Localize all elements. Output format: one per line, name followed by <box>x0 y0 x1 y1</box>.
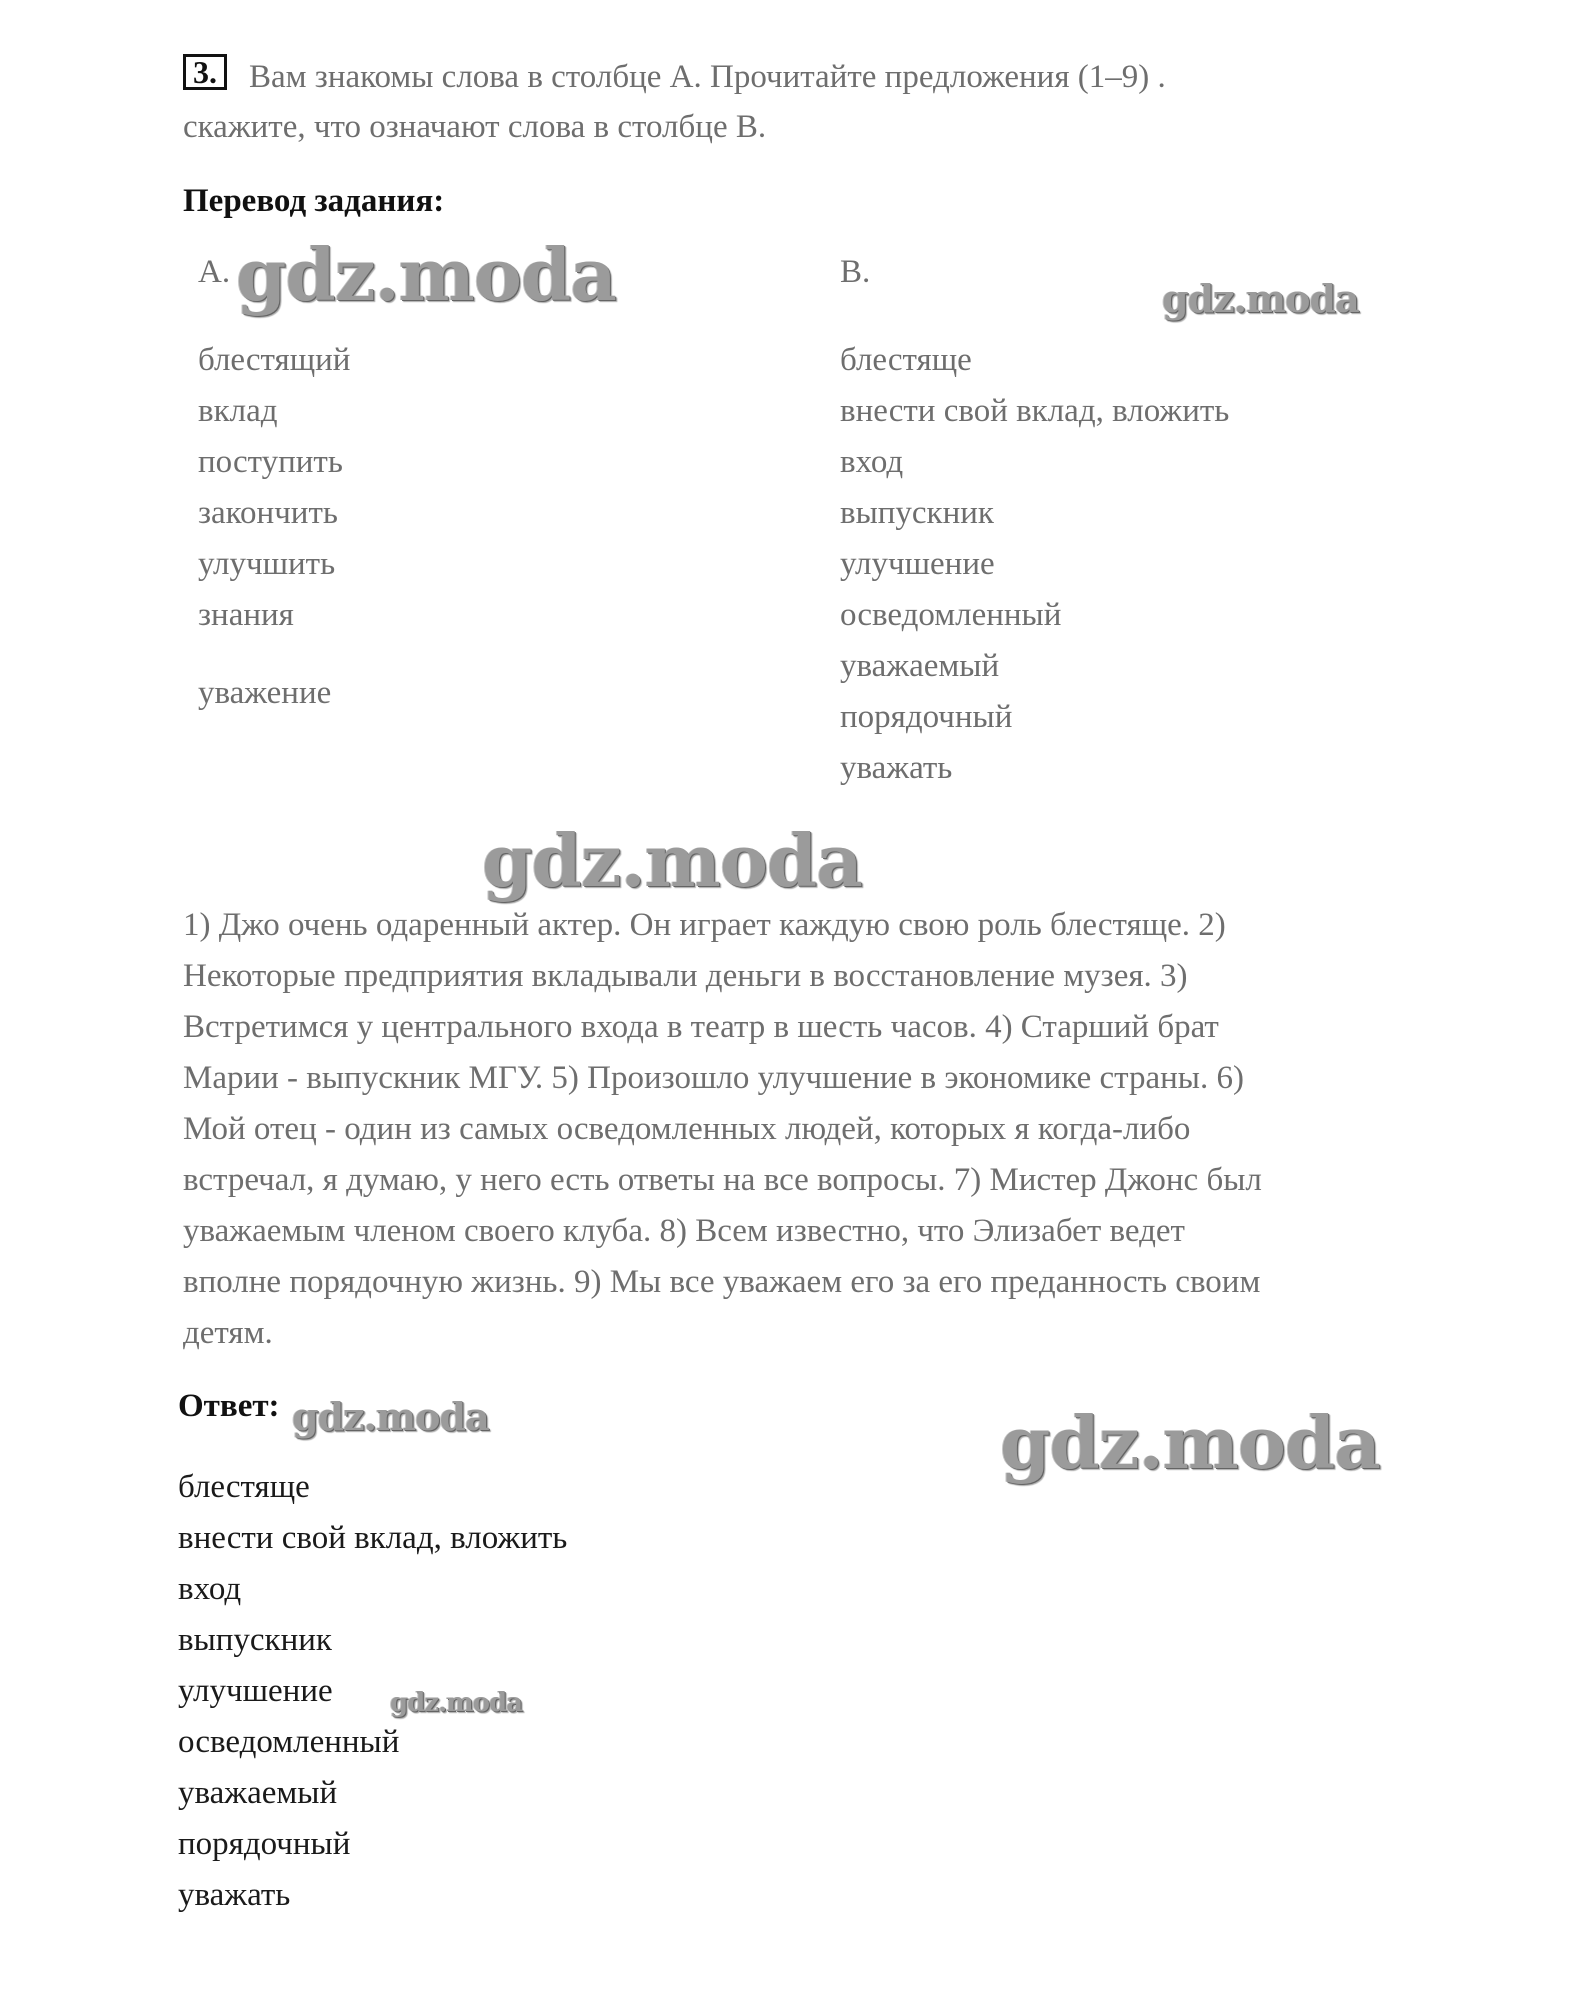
column-b-label: В. <box>840 254 871 290</box>
column-a-word: вклад <box>198 393 278 429</box>
sentence-line: вполне порядочную жизнь. 9) Мы все уважаем его за его преданность своим <box>183 1264 1261 1300</box>
column-b-word: уважать <box>840 750 953 786</box>
watermark: gdz.moda <box>236 232 616 317</box>
sentence-line: детям. <box>183 1315 273 1351</box>
column-a-word: улучшить <box>198 546 336 582</box>
watermark: gdz.moda <box>1162 276 1359 321</box>
column-a-word: знания <box>198 597 294 633</box>
sentence-line: Встретимся у центрального входа в театр в шесть часов. 4) Старший брат <box>183 1009 1219 1045</box>
column-a-word: уважение <box>198 675 332 711</box>
sentence-line: 1) Джо очень одаренный актер. Он играет каждую свою роль блестяще. 2) <box>183 907 1226 943</box>
column-b-word: осведомленный <box>840 597 1062 633</box>
answer-word: выпускник <box>178 1622 332 1658</box>
column-a-word: закончить <box>198 495 338 531</box>
column-b-word: уважаемый <box>840 648 1000 684</box>
answer-word: внести свой вклад, вложить <box>178 1520 568 1556</box>
sentences-paragraph <box>183 900 1473 1359</box>
answer-word: улучшение <box>178 1673 333 1709</box>
column-b-word: внести свой вклад, вложить <box>840 393 1230 429</box>
translation-heading: Перевод задания: <box>183 183 445 219</box>
task-instruction <box>183 52 1483 152</box>
column-a-label: А. <box>198 254 231 290</box>
watermark: gdz.moda <box>482 818 862 903</box>
sentence-line: встречал, я думаю, у него есть ответы на все вопросы. 7) Мистер Джонс был <box>183 1162 1262 1198</box>
task-number: 3. <box>183 54 227 90</box>
column-b-list <box>840 335 1229 794</box>
column-b-word: вход <box>840 444 904 480</box>
sentence-line: Мой отец - один из самых осведомленных людей, которых я когда-либо <box>183 1111 1191 1147</box>
column-b-word: блестяще <box>840 342 972 378</box>
sentence-line: Марии - выпускник МГУ. 5) Произошло улучшение в экономике страны. 6) <box>183 1060 1244 1096</box>
answer-word: вход <box>178 1571 242 1607</box>
sentence-line: Некоторые предприятия вкладывали деньги в восстановление музея. 3) <box>183 958 1188 994</box>
column-b-word: улучшение <box>840 546 995 582</box>
task-line-2: скажите, что означают слова в столбце В. <box>183 109 767 145</box>
column-b-word: выпускник <box>840 495 994 531</box>
task-line-1: Вам знакомы слова в столбце А. Прочитайте предложения (1–9) . <box>249 59 1166 95</box>
answer-word: блестяще <box>178 1469 310 1505</box>
column-a-word: блестящий <box>198 342 351 378</box>
column-b-word: порядочный <box>840 699 1013 735</box>
watermark: gdz.moda <box>292 1394 489 1439</box>
answer-word: порядочный <box>178 1826 351 1862</box>
watermark: gdz.moda <box>1000 1400 1380 1485</box>
answer-heading: Ответ: <box>178 1388 280 1424</box>
column-a-word: поступить <box>198 444 343 480</box>
answer-word: уважаемый <box>178 1775 338 1811</box>
answer-word: уважать <box>178 1877 291 1913</box>
sentence-line: уважаемым членом своего клуба. 8) Всем известно, что Элизабет ведет <box>183 1213 1185 1249</box>
column-a-list <box>198 335 350 719</box>
watermark: gdz.moda <box>390 1688 523 1718</box>
answer-word: осведомленный <box>178 1724 400 1760</box>
